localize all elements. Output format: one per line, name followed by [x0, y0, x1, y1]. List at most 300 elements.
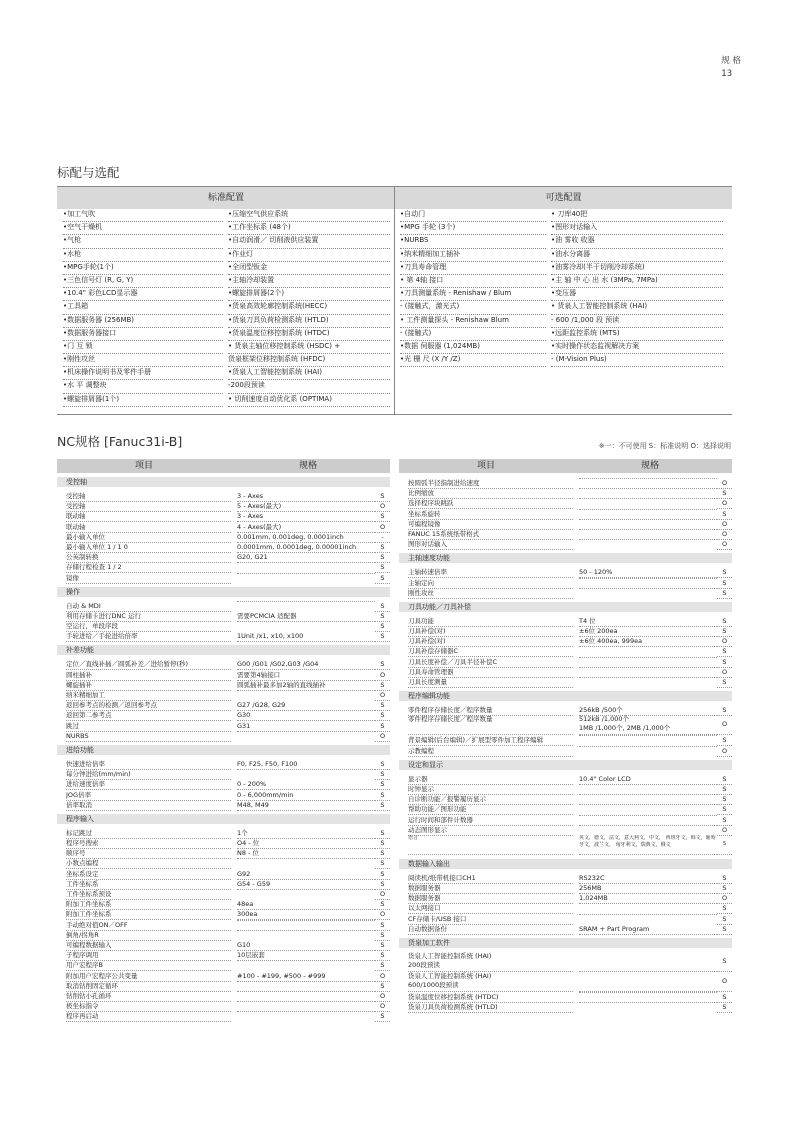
- spec-item: 倍率取消: [66, 800, 231, 811]
- spec-row: [399, 539, 732, 549]
- spec-row: [399, 815, 732, 825]
- standard-item: •全闭型钣金: [228, 262, 390, 275]
- spec-availability: S: [375, 800, 390, 811]
- spec-item: 按圆弧半径指制进给速度: [408, 478, 573, 489]
- spec-value: [579, 677, 717, 678]
- spec-row: [399, 972, 732, 992]
- spec-item: 刀具补偿存储器C: [408, 646, 573, 657]
- spec-value: 4 - Axes(最大): [237, 522, 375, 533]
- spec-item: 示教编程: [408, 746, 573, 757]
- spec-value: G27 /G28, G29: [237, 700, 375, 711]
- spec-value: [237, 920, 375, 921]
- spec-value: 0 - 200%: [237, 779, 375, 790]
- spec-value: [237, 960, 375, 961]
- spec-availability: S: [375, 700, 390, 711]
- spec-row: [57, 601, 390, 611]
- spec-row: [399, 992, 732, 1002]
- spec-row: [399, 636, 732, 646]
- spec-item: 货泉人工智能控制系统 (HAI) 600/1000段预读: [408, 972, 573, 992]
- spec-value: [579, 667, 717, 668]
- spec-item: 动态图形显示: [408, 825, 573, 836]
- spec-item: 受控轴: [66, 491, 231, 502]
- spec-header: [399, 459, 732, 473]
- spec-availability: O: [717, 498, 732, 509]
- spec-availability: O: [717, 825, 732, 836]
- legend-note: ※一：不可使用 S：标准说明 O：选择说明: [598, 442, 731, 450]
- spec-item: 镜像: [66, 573, 231, 584]
- optional-item: • 工件测量探头 - Renishaw Blum: [400, 315, 546, 328]
- col-spec-header: 规格: [299, 461, 318, 471]
- spec-row: [57, 920, 390, 930]
- spec-value: 3 - Axes: [237, 491, 375, 502]
- spec-availability: O: [375, 991, 390, 1002]
- spec-availability: S: [717, 1002, 732, 1013]
- spec-value: [579, 578, 717, 579]
- spec-value: 256MB: [579, 883, 717, 894]
- spec-item: 数据服务器: [408, 883, 573, 894]
- spec-value: [237, 601, 375, 602]
- spec-item: 联动轴: [66, 511, 231, 522]
- spec-row: [399, 677, 732, 687]
- spec-availability: S: [717, 626, 732, 637]
- standard-item: • 切削速度自动优化系 (OPTIMA): [228, 394, 390, 407]
- spec-row: [399, 804, 732, 814]
- optional-item: - (接触式，激光式): [400, 301, 546, 314]
- optional-item: - (接触式): [400, 328, 546, 341]
- features-title: 标配与选配: [57, 165, 120, 180]
- standard-item: •水枪: [63, 249, 223, 262]
- standard-item: •空气干燥机: [63, 222, 223, 235]
- spec-row: [57, 800, 390, 810]
- spec-availability: S: [375, 920, 390, 931]
- spec-availability: O: [717, 478, 732, 489]
- spec-value: G20, G21: [237, 552, 375, 563]
- spec-row: [399, 883, 732, 893]
- spec-item: 快速进给倍率: [66, 759, 231, 770]
- spec-item: 零件程序存储长度／程序数量: [408, 715, 573, 735]
- spec-group-title: 受控轴: [57, 477, 390, 487]
- spec-item: 刀具长度测量: [408, 677, 573, 688]
- spec-value: G30: [237, 710, 375, 721]
- spec-row: [399, 952, 732, 972]
- spec-item: 数据服务器: [408, 893, 573, 904]
- spec-value: [237, 981, 375, 982]
- spec-item: 货泉刀具负荷检测系统 (HTLD): [408, 1002, 573, 1013]
- spec-value: SRAM + Part Program: [579, 924, 717, 935]
- spec-value: [579, 784, 717, 785]
- spec-item: 返回参考点的检测／返回参考点: [66, 700, 231, 711]
- spec-group-title: 数据输入输出: [399, 859, 732, 869]
- optional-item: • 货泉人工智能控制系统 (HAI): [551, 301, 723, 314]
- spec-value: [237, 731, 375, 732]
- standard-header: 标准配置: [57, 187, 395, 209]
- spec-value: [579, 488, 717, 489]
- spec-row: [57, 659, 390, 669]
- spec-value: [579, 646, 717, 647]
- spec-value: [579, 746, 717, 747]
- optional-item: •油水分离器: [551, 249, 723, 262]
- spec-value: N8 - 位: [237, 848, 375, 859]
- spec-availability: S: [375, 621, 390, 632]
- optional-item: •实时操作状态监视解决方案: [551, 341, 723, 354]
- spec-availability: S: [717, 774, 732, 785]
- spec-value: 1,024MB: [579, 893, 717, 904]
- spec-item: JOG倍率: [66, 790, 231, 801]
- spec-availability: O: [375, 670, 390, 681]
- spec-row: [399, 498, 732, 508]
- spec-item: 自动 & MDI: [66, 601, 231, 612]
- spec-item: 自动数据备份: [408, 924, 573, 935]
- optional-item: •油雾冷却(半干切削冷却系统): [551, 262, 723, 275]
- spec-value: 0.0001mm, 0.0001deg, 0.00001inch: [237, 542, 375, 553]
- spec-availability: S: [375, 1011, 390, 1022]
- spec-item: 圆柱插补: [66, 670, 231, 681]
- spec-availability: S: [375, 981, 390, 992]
- spec-group-title: 设定和显示: [399, 760, 732, 770]
- spec-value: [237, 573, 375, 574]
- col-spec-header: 规格: [641, 461, 660, 471]
- standard-item: •压缩空气供应系统: [228, 209, 390, 222]
- features-table: [57, 186, 732, 415]
- spec-row: [399, 667, 732, 677]
- spec-availability: S: [717, 578, 732, 589]
- spec-item: 最小输入单位: [66, 532, 231, 543]
- spec-item: 标记跳过: [66, 828, 231, 839]
- optional-item: •变压器: [551, 288, 723, 301]
- spec-item: 帮助功能／图形功能: [408, 804, 573, 815]
- spec-value: T4 位: [579, 616, 717, 627]
- spec-value: [579, 825, 717, 826]
- spec-item: 比例缩放: [408, 488, 573, 499]
- optional-header: 可选配置: [395, 187, 732, 209]
- spec-value: 3 - Axes: [237, 511, 375, 522]
- spec-availability: O: [375, 909, 390, 920]
- spec-availability: O: [375, 501, 390, 512]
- spec-availability: O: [375, 690, 390, 701]
- spec-availability: O: [375, 1001, 390, 1012]
- spec-availability: S: [375, 858, 390, 869]
- spec-value: [237, 858, 375, 859]
- optional-item: •MPG 手轮 (3个): [400, 222, 546, 235]
- spec-availability: S: [717, 616, 732, 627]
- standard-item: •门 互 锁: [63, 341, 223, 354]
- standard-item: •三色信号灯 (R, G, Y): [63, 275, 223, 288]
- spec-group-title: 操作: [57, 587, 390, 597]
- spec-availability: S: [717, 883, 732, 894]
- spec-item: 语言: [408, 835, 573, 855]
- spec-item: 用户宏程序B: [66, 960, 231, 971]
- spec-value: [579, 794, 717, 795]
- spec-value: 圆弧插补最多加2轴的直线插补: [237, 680, 375, 691]
- spec-availability: O: [717, 667, 732, 678]
- spec-row: [399, 914, 732, 924]
- spec-row: [57, 491, 390, 501]
- spec-value: [237, 991, 375, 992]
- spec-value: 1个: [237, 828, 375, 839]
- spec-availability: O: [717, 529, 732, 540]
- spec-availability: S: [375, 552, 390, 563]
- spec-value: [579, 952, 717, 972]
- optional-item: •刀具测量系统 - Renishaw / Blum: [400, 288, 546, 301]
- optional-item: •自动门: [400, 209, 546, 222]
- optional-col-1: [400, 209, 546, 367]
- nc-spec-table-right: [399, 459, 732, 1012]
- spec-row: [57, 670, 390, 680]
- spec-item: 选择程序块跳跃: [408, 498, 573, 509]
- spec-row: [399, 784, 732, 794]
- spec-availability: S: [375, 573, 390, 584]
- spec-value: [579, 478, 717, 479]
- spec-row: [399, 646, 732, 656]
- optional-item: •图形对话输入: [551, 222, 723, 235]
- optional-item: •油 雾收 收器: [551, 235, 723, 248]
- spec-item: 纳米精细加工: [66, 690, 231, 701]
- spec-row: [57, 721, 390, 731]
- optional-item: •光 栅 尺 (X /Y /Z): [400, 354, 546, 367]
- spec-value: [237, 621, 375, 622]
- spec-item: 刚性攻丝: [408, 588, 573, 599]
- spec-value: [579, 498, 717, 499]
- spec-group-title: 程序输入: [57, 814, 390, 824]
- spec-row: [57, 889, 390, 899]
- spec-item: 联动轴: [66, 522, 231, 533]
- standard-item: •货泉刀具负荷检测系统 (HTLD): [228, 315, 390, 328]
- header-label: 规 格: [721, 56, 741, 66]
- spec-item: 主轴转速倍率: [408, 567, 573, 578]
- spec-row: [57, 828, 390, 838]
- spec-row: [399, 488, 732, 498]
- standard-item: •主轴冷却装置: [228, 275, 390, 288]
- standard-item: • 货泉主轴位移控制系统 (HSDC) +: [228, 341, 390, 354]
- spec-value: [237, 562, 375, 563]
- spec-row: [57, 790, 390, 800]
- optional-item: •数据 伺服器 (1,024MB): [400, 341, 546, 354]
- spec-availability: S: [375, 950, 390, 961]
- spec-row: [57, 960, 390, 970]
- spec-row: [57, 838, 390, 848]
- spec-availability: S: [375, 848, 390, 859]
- spec-availability: S: [375, 562, 390, 573]
- spec-item: 附加工件坐标系: [66, 909, 231, 920]
- spec-value: 0 - 6,000mm/min: [237, 790, 375, 801]
- optional-item: •远距监控系统 (MTS): [551, 328, 723, 341]
- spec-value: 50 - 120%: [579, 567, 717, 578]
- spec-availability: S: [375, 930, 390, 941]
- spec-value: M48, M49: [237, 800, 375, 811]
- spec-value: [237, 930, 375, 931]
- page-number: 13: [721, 69, 733, 79]
- spec-availability: S: [375, 879, 390, 890]
- spec-availability: S: [717, 567, 732, 578]
- spec-value: [579, 529, 717, 530]
- spec-availability: S: [375, 759, 390, 770]
- standard-item: •加工气吹: [63, 209, 223, 222]
- optional-item: •NURBS: [400, 235, 546, 248]
- spec-availability: S: [717, 735, 732, 746]
- spec-item: 主轴定向: [408, 578, 573, 589]
- standard-item: •螺旋排屑器(2个): [228, 288, 390, 301]
- spec-value: G31: [237, 721, 375, 732]
- spec-item: 显示器: [408, 774, 573, 785]
- spec-availability: O: [717, 893, 732, 904]
- spec-availability: S: [717, 914, 732, 925]
- spec-item: NURBS: [66, 731, 231, 742]
- spec-value: [237, 889, 375, 890]
- spec-availability: S: [717, 794, 732, 805]
- spec-item: 附加用户宏程序公共变量: [66, 971, 231, 982]
- spec-row: [57, 950, 390, 960]
- standard-item: •货泉人工智能控制系统 (HAI): [228, 367, 390, 380]
- spec-availability: O: [717, 519, 732, 530]
- spec-availability: S: [717, 804, 732, 815]
- standard-col-1: [63, 209, 223, 407]
- spec-availability: S: [375, 828, 390, 839]
- spec-item: 刀具长度补偿／刀具半径补偿C: [408, 657, 573, 668]
- standard-item: •货泉温度位移控制系统 (HTDC): [228, 328, 390, 341]
- spec-availability: S: [717, 705, 732, 716]
- spec-row: [57, 1001, 390, 1011]
- spec-availability: O: [717, 636, 732, 647]
- spec-availability: S: [717, 488, 732, 499]
- spec-group-title: 刀具功能／刀具补偿: [399, 602, 732, 612]
- standard-item: •机床操作说明书及零件手册: [63, 367, 223, 380]
- spec-value: ±6位 400ea, 999ea: [579, 636, 717, 647]
- optional-item: • 第 4轴 接口: [400, 275, 546, 288]
- spec-row: [399, 529, 732, 539]
- spec-row: [57, 573, 390, 583]
- spec-item: 定位／直线补插／圆弧补差／进给暂停(秒): [66, 659, 231, 670]
- spec-availability: S: [375, 790, 390, 801]
- spec-item: 阅读机/纸带机接口CH1: [408, 873, 573, 884]
- spec-item: 顺序号: [66, 848, 231, 859]
- spec-item: 自诊断功能／报警履历显示: [408, 794, 573, 805]
- spec-value: [579, 735, 717, 736]
- spec-row: [57, 611, 390, 621]
- spec-availability: S: [717, 835, 732, 855]
- spec-row: [399, 735, 732, 745]
- spec-value: [579, 1002, 717, 1003]
- optional-item: - (M-Vision Plus): [551, 354, 723, 367]
- spec-availability: S: [375, 542, 390, 553]
- spec-availability: S: [717, 784, 732, 795]
- spec-item: 工件坐标系: [66, 879, 231, 890]
- spec-group-title: 货泉加工软件: [399, 938, 732, 948]
- spec-row: [399, 478, 732, 488]
- spec-row: [399, 705, 732, 715]
- spec-value: 10.4" Color LCD: [579, 774, 717, 785]
- spec-value: 256kB /500个: [579, 705, 717, 716]
- spec-group-title: 主轴速度功能: [399, 553, 732, 563]
- spec-item: 刀具寿命管理器: [408, 667, 573, 678]
- spec-item: 存储行程检查 1 / 2: [66, 562, 231, 573]
- spec-item: 货泉人工智能控制系统 (HAI) 200段预读: [408, 952, 573, 972]
- spec-value: [579, 509, 717, 510]
- spec-value: [579, 992, 717, 993]
- spec-value: 48ea: [237, 899, 375, 910]
- spec-row: [399, 578, 732, 588]
- optional-item: •刀具寿命管理: [400, 262, 546, 275]
- spec-item: 进给速度倍率: [66, 779, 231, 790]
- spec-row: [399, 509, 732, 519]
- spec-value: ±6位 200ea: [579, 626, 717, 637]
- spec-row: [57, 552, 390, 562]
- spec-item: 坐标系旋转: [408, 509, 573, 520]
- spec-row: [399, 626, 732, 636]
- standard-item: •自动润滑／ 切削液供应装置: [228, 235, 390, 248]
- spec-row: [57, 562, 390, 572]
- spec-row: [57, 631, 390, 641]
- spec-item: 图形对话输入: [408, 539, 573, 550]
- spec-row: [399, 893, 732, 903]
- spec-value: [579, 914, 717, 915]
- spec-row: [399, 873, 732, 883]
- optional-col-2: [551, 209, 723, 367]
- spec-value: [579, 539, 717, 540]
- spec-row: [399, 657, 732, 667]
- spec-value: [579, 903, 717, 904]
- standard-col-2: [228, 209, 390, 407]
- spec-availability: O: [717, 715, 732, 735]
- spec-item: CF存储卡/USB 接口: [408, 914, 573, 925]
- standard-item: •刚性攻丝: [63, 354, 223, 367]
- spec-row: [57, 1011, 390, 1021]
- spec-row: [57, 522, 390, 532]
- spec-row: [399, 715, 732, 735]
- spec-row: [57, 690, 390, 700]
- spec-availability: S: [717, 903, 732, 914]
- spec-item: 工件坐标系预设: [66, 889, 231, 900]
- standard-item: •数据服务器接口: [63, 328, 223, 341]
- spec-availability: S: [717, 952, 732, 972]
- spec-row: [399, 924, 732, 934]
- spec-item: 小数点编程: [66, 858, 231, 869]
- spec-availability: S: [375, 601, 390, 612]
- spec-availability: S: [375, 960, 390, 971]
- spec-row: [57, 991, 390, 1001]
- spec-value: G00 /G01 /G02,G03 /G04: [237, 659, 375, 670]
- spec-row: [57, 621, 390, 631]
- spec-value: [237, 769, 375, 770]
- spec-row: [57, 731, 390, 741]
- spec-availability: S: [375, 869, 390, 880]
- spec-item: 螺旋插补: [66, 680, 231, 691]
- spec-item: FANUC 15系统纸带格式: [408, 529, 573, 540]
- spec-row: [399, 774, 732, 784]
- spec-row: [399, 903, 732, 913]
- spec-row: [57, 971, 390, 981]
- col-item-header: 项目: [135, 461, 154, 471]
- spec-row: [399, 616, 732, 626]
- spec-value: [237, 690, 375, 691]
- standard-item: •货泉高效轮廓控制系统(HECC): [228, 301, 390, 314]
- spec-availability: S: [717, 509, 732, 520]
- standard-item: •数据服务器 (256MB): [63, 315, 223, 328]
- spec-availability: O: [375, 971, 390, 982]
- spec-row: [57, 501, 390, 511]
- spec-row: [399, 588, 732, 598]
- spec-item: 手轮进给／手轮进给倍率: [66, 631, 231, 642]
- spec-value: 需要第4轴接口: [237, 670, 375, 681]
- spec-item: 每分钟进给(mm/min): [66, 769, 231, 780]
- standard-item: •气枪: [63, 235, 223, 248]
- spec-row: [57, 710, 390, 720]
- spec-row: [57, 532, 390, 542]
- spec-availability: S: [375, 769, 390, 780]
- spec-item: 时钟显示: [408, 784, 573, 795]
- spec-value: [579, 972, 717, 992]
- spec-item: 跳过: [66, 721, 231, 732]
- spec-item: 程序再启动: [66, 1011, 231, 1022]
